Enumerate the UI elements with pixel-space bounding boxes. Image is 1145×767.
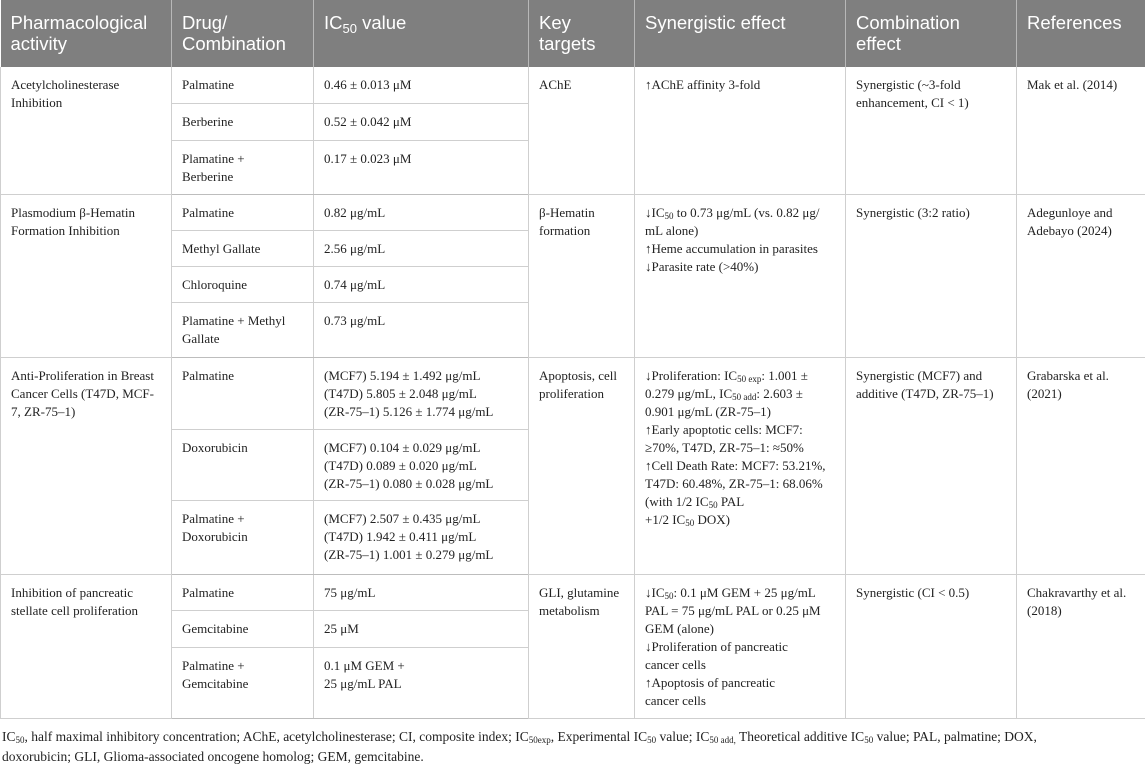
effect-cell: ↓Proliferation: $IC_{50 exp}$: 1.001 ± 0.279 μg/mL, $IC_{50 add}$: 2.603 ± 0.901 μg/mL (ZR-75–1) ↑Early apoptotic cells: MCF7: ≥70%, T47D, ZR-75–1: ≈50% ↑Cell Death Rate: MCF7: 53.21%, T47D: 60.48%, ZR-75–1: 68.06% (with 1/2 $IC_{50}$ PAL +1/2 $IC_{50}$ DOX) [635,357,846,574]
targets-cell: GLI, glutamine metabolism [529,574,635,718]
drug-cell: Palmatine [172,194,314,230]
combination-cell: Synergistic (CI < 0.5) [846,574,1017,718]
reference-cell: Adegunloye and Adebayo (2024) [1017,194,1145,357]
targets-cell: β-Hematin formation [529,194,635,357]
combination-cell: Synergistic (~3-fold enhancement, CI < 1) [846,67,1017,194]
drug-cell: Palmatine [172,67,314,103]
header-combination: Combination effect [846,0,1017,67]
table-row [1,357,1145,429]
effect-cell: $↓IC_{50}$ to 0.73 μg/mL (vs. 0.82 μg/ mL alone) ↑Heme accumulation in parasites ↓Parasite rate (>40%) [635,194,846,357]
reference-cell: Grabarska et al. (2021) [1017,357,1145,574]
table-row [1,194,1145,230]
combination-cell: Synergistic (MCF7) and additive (T47D, ZR-75–1) [846,357,1017,574]
ic50-cell: 0.74 μg/mL [314,266,529,302]
ic50-cell: 75 μg/mL [314,574,529,610]
drug-cell: Gemcitabine [172,610,314,647]
ic50-cell: 0.46 ± 0.013 μM [314,67,529,103]
reference-cell: Mak et al. (2014) [1017,67,1145,194]
activity-cell: Plasmodium β-Hematin Formation Inhibition [1,194,172,357]
ic50-cell: 0.52 ± 0.042 μM [314,103,529,140]
header-targets: Key targets [529,0,635,67]
drug-cell: Methyl Gallate [172,230,314,266]
drug-cell: Palmatine [172,357,314,429]
effect-cell: $↓IC_{50}$: 0.1 μM GEM + 25 μg/mL PAL = 75 μg/mL PAL or 0.25 μM GEM (alone) ↓Proliferation of pancreatic cancer cells ↑Apoptosis of pancreatic cancer cells [635,574,846,718]
header-references: References [1017,0,1145,67]
targets-cell: Apoptosis, cell proliferation [529,357,635,574]
combination-cell: Synergistic (3:2 ratio) [846,194,1017,357]
ic50-cell: 0.73 μg/mL [314,302,529,357]
drug-cell: Plamatine + Methyl Gallate [172,302,314,357]
table-row [1,574,1145,610]
header-effect: Synergistic effect [635,0,846,67]
activity-cell: Inhibition of pancreatic stellate cell proliferation [1,574,172,718]
ic50-cell: 0.1 μM GEM + 25 μg/mL PAL [314,647,529,718]
drug-cell: Berberine [172,103,314,140]
ic50-cell: (MCF7) 5.194 ± 1.492 μg/mL (T47D) 5.805 ± 2.048 μg/mL (ZR-75–1) 5.126 ± 1.774 μg/mL [314,357,529,429]
activity-cell: Acetylcholinesterase Inhibition [1,67,172,194]
drug-cell: Chloroquine [172,266,314,302]
ic50-cell: (MCF7) 0.104 ± 0.029 μg/mL (T47D) 0.089 ± 0.020 μg/mL (ZR-75–1) 0.080 ± 0.028 μg/mL [314,429,529,500]
header-row [1,0,1145,67]
drug-cell: Plamatine + Berberine [172,140,314,194]
ic50-cell: 2.56 μg/mL [314,230,529,266]
ic50-cell: 25 μM [314,610,529,647]
table-footnote: $IC_{50}$, half maximal inhibitory concentration; AChE, acetylcholinesterase; CI, composite index; $IC_{50exp}$, Experimental $IC_{50}$ value; $IC_{50 add,}$ Theoretical additive $IC_{50}$ value; PAL, palmatine; DOX, doxorubicin; GLI, Glioma-associated oncogene homolog; GEM, gemcitabine. [2,729,1037,764]
drug-cell: Palmatine [172,574,314,610]
targets-cell: AChE [529,67,635,194]
header-drug: Drug/ Combination [172,0,314,67]
activity-cell: Anti-Proliferation in Breast Cancer Cells (T47D, MCF- 7, ZR-75–1) [1,357,172,574]
drug-cell: Palmatine + Gemcitabine [172,647,314,718]
header-ic50: $IC_{50}$ value [314,0,529,67]
drug-cell: Doxorubicin [172,429,314,500]
drug-cell: Palmatine + Doxorubicin [172,500,314,574]
ic50-cell: 0.17 ± 0.023 μM [314,140,529,194]
ic50-cell: 0.82 μg/mL [314,194,529,230]
ic50-cell: (MCF7) 2.507 ± 0.435 μg/mL (T47D) 1.942 ± 0.411 μg/mL (ZR-75–1) 1.001 ± 0.279 μg/mL [314,500,529,574]
reference-cell: Chakravarthy et al. (2018) [1017,574,1145,718]
header-activity: Pharmacological activity [10,12,148,54]
table-row [1,67,1145,103]
effect-cell: ↑AChE affinity 3-fold [635,67,846,194]
